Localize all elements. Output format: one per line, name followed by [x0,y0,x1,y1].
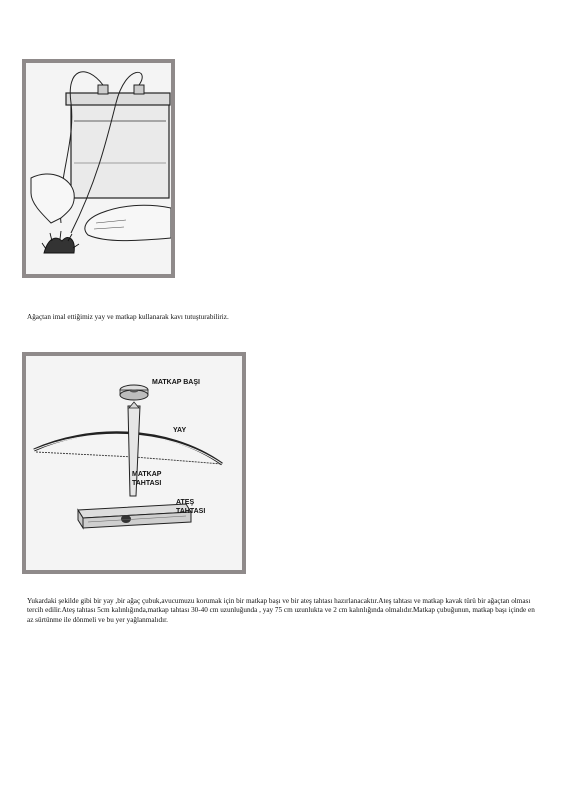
battery-terminal-right [134,85,144,94]
battery-body [71,103,169,198]
drill-head-shape [120,385,148,400]
label-fire-line2: TAHTASI [176,508,206,515]
battery-terminal-left [98,85,108,94]
battery-spark-figure [22,59,175,278]
label-fire-line1: ATEŞ [176,499,195,506]
bow-drill-diagram [26,356,242,570]
label-bow: YAY [173,427,187,434]
bow-drill-drawing [26,356,242,570]
battery-spark-illustration [26,63,171,274]
label-drill-head: MATKAP BAŞI [152,379,200,386]
hand-left [31,174,74,223]
tinder-tuft [42,231,79,253]
battery-spark-drawing [26,63,171,274]
label-drill-line1: MATKAP [132,471,162,478]
figure2-caption: Yukardaki şekilde gibi bir yay ,bir ağaç çubuk,avucumuzu korumak için bir matkap başı ve bir ateş tahtası hazırlanacaktır.Ateş tahtası ve matkap kavak türü bir ağaçtan olması tercih edilir.Ateş tahtası 5cm kalınlığında,matkap tahtası 30-40 cm uzunluğunda , yay 75 cm uzunlukta ve 2 cm kalınlığında olmalıdır.Matkap çubuğunun, matkap başı içinde en az sürtünme ile dönmeli ve bu yer yağlanmalıdır. [27,597,535,624]
fire-board-shape [78,504,191,528]
bow-drill-figure [22,352,246,574]
label-drill-line2: TAHTASI [132,480,162,487]
figure1-caption: Ağaçtan imal ettiğimiz yay ve matkap kullanarak kavı tutuşturabiliriz. [27,313,229,321]
